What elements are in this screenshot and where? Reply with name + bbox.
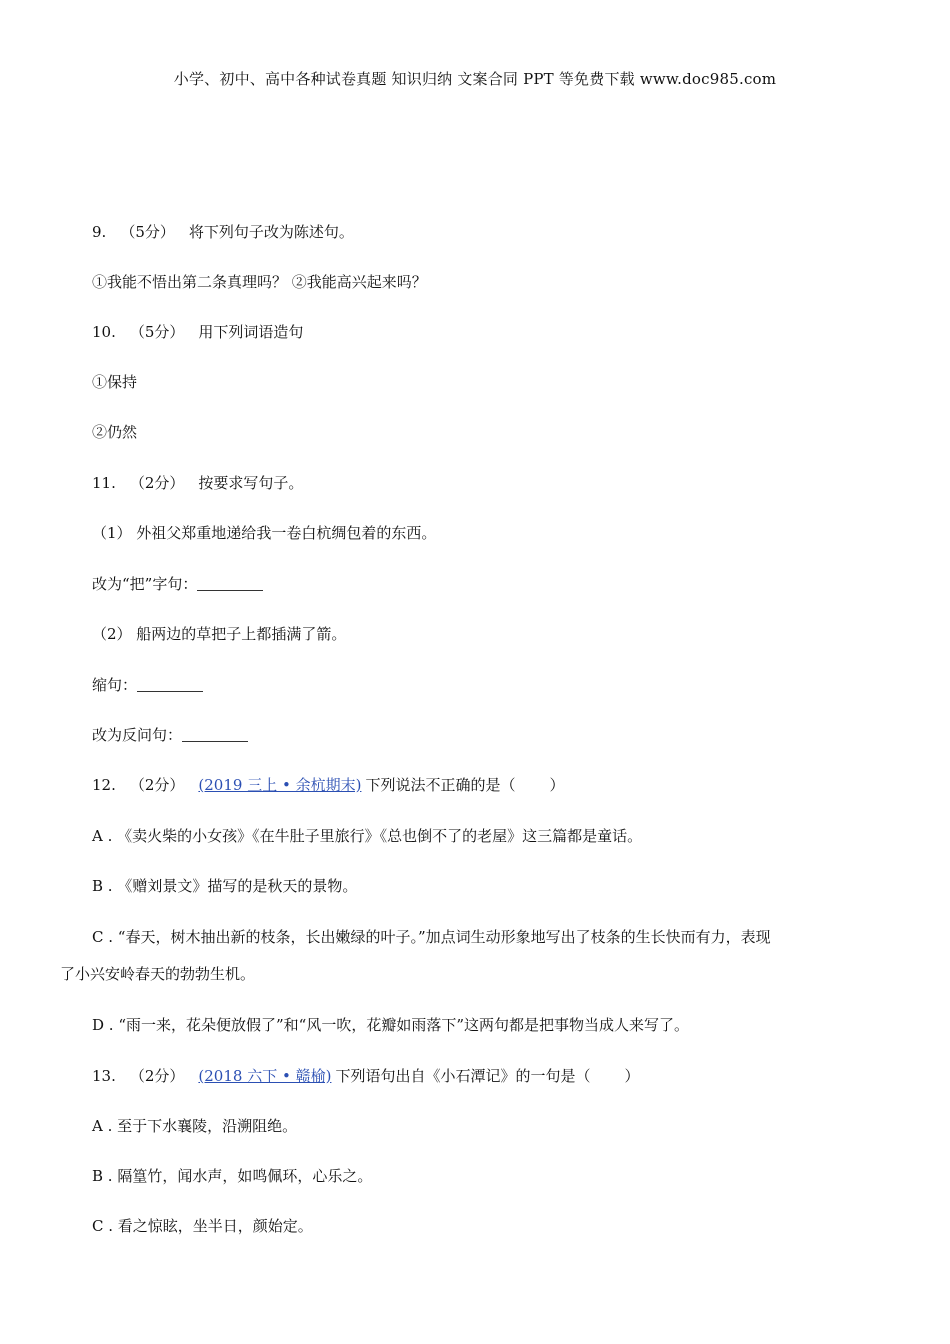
option-c: C . 看之惊眩，坐半日，颜始定。 (92, 1217, 313, 1235)
question-10 (92, 322, 303, 342)
option-a: A . 至于下水襄陵，沿溯阻绝。 (92, 1117, 298, 1135)
question-12 (92, 775, 564, 795)
question-prompt-close: ） (624, 1067, 640, 1085)
option-a: A . 《卖火柴的小女孩》《在牛肚子里旅行》《总也倒不了的老屋》这三篇都是童话。 (92, 827, 643, 845)
question-prompt: 将下列句子改为陈述句。 (188, 223, 354, 241)
question-10-item-2: ②仍然 (92, 423, 138, 441)
page-header: 小学、初中、高中各种试卷真题 知识归纳 文案合同 PPT 等免费下载 www.doc985.com (173, 70, 777, 88)
question-13 (92, 1066, 639, 1086)
option-d: D . “雨一来，花朵便放假了”和“风一吹，花瓣如雨落下”这两句都是把事物当成人来写了。 (92, 1016, 690, 1034)
question-source-link[interactable]: (2018 六下 • 赣榆) (198, 1067, 332, 1085)
question-number: 12. (92, 776, 116, 794)
task-label: 缩句： (92, 676, 138, 694)
answer-blank[interactable] (182, 727, 248, 742)
question-10-item-1: ①保持 (92, 373, 138, 391)
question-score: （2分） (129, 1067, 185, 1085)
question-prompt: 下列语句出自《小石潭记》的一句是（ (335, 1067, 591, 1085)
question-number: 13. (92, 1067, 116, 1085)
question-9 (92, 222, 354, 242)
question-11-part-2-task-2 (92, 725, 248, 745)
question-11-part-2-task-1 (92, 675, 203, 695)
answer-blank[interactable] (197, 576, 263, 591)
question-11-part-1: （1） 外祖父郑重地递给我一卷白杭绸包着的东西。 (92, 524, 437, 542)
question-score: （2分） (129, 776, 185, 794)
question-number: 11. (92, 474, 116, 492)
question-score: （5分） (120, 223, 175, 241)
question-prompt: 按要求写句子。 (198, 474, 304, 492)
option-b: B . 《赠刘景文》描写的是秋天的景物。 (92, 877, 358, 895)
answer-blank[interactable] (137, 677, 203, 692)
question-11-part-1-task (92, 574, 263, 594)
question-11 (92, 473, 303, 493)
option-b: B . 隔篁竹，闻水声，如鸣佩环，心乐之。 (92, 1167, 373, 1185)
question-score: （2分） (129, 474, 185, 492)
question-9-sentences: ①我能不悟出第二条真理吗？ ②我能高兴起来吗？ (92, 273, 427, 291)
option-c: C . “春天，树木抽出新的枝条，长出嫩绿的叶子。”加点词生动形象地写出了枝条的生长快而有力，表现 (92, 928, 771, 946)
question-score: （5分） (129, 323, 185, 341)
option-c-continuation: 了小兴安岭春天的勃勃生机。 (60, 965, 256, 983)
task-label: 改为“把”字句： (92, 575, 198, 593)
question-prompt: 下列说法不正确的是（ (365, 776, 516, 794)
question-source-link[interactable]: (2019 三上 • 余杭期末) (198, 776, 362, 794)
question-number: 10. (92, 323, 116, 341)
task-label: 改为反问句： (92, 726, 183, 744)
question-11-part-2: （2） 船两边的草把子上都插满了箭。 (92, 625, 347, 643)
question-number: 9. (92, 223, 107, 241)
question-prompt: 用下列词语造句 (198, 323, 304, 341)
question-prompt-close: ） (549, 776, 565, 794)
